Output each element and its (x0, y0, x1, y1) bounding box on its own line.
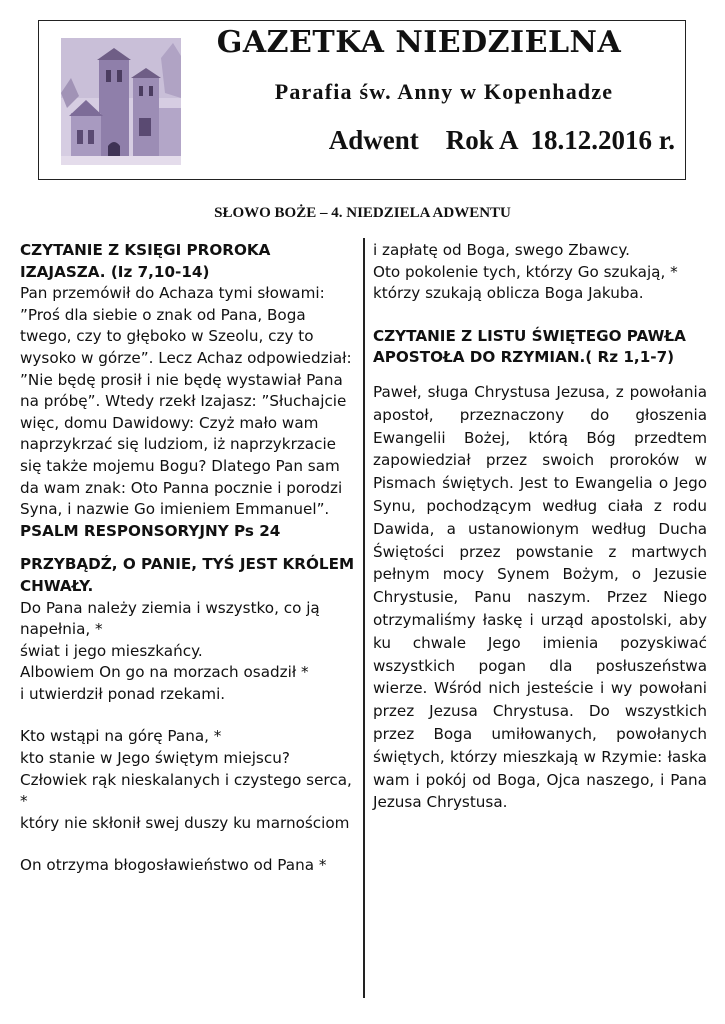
psalm-line: i utwierdził ponad rzekami. (20, 684, 226, 703)
psalm-line: świat i jego mieszkańcy. (20, 641, 203, 660)
church-photo (61, 38, 181, 165)
psalm-line: który nie skłonił swej duszy ku marnościom (20, 813, 350, 832)
psalm-line: i zapłatę od Boga, swego Zbawcy. (373, 241, 630, 259)
masthead (38, 20, 686, 180)
psalm-line: Kto wstąpi na górę Pana, * (20, 727, 222, 746)
reading2-text: Paweł, sługa Chrystusa Jezusa, z powołania apostoł, przeznaczony do głoszenia Ewangelii Bożej, którą Bóg przedtem zapowiedział przez swoich proroków w Pismach świętych. Jest to Ewangelia o Jego Synu, pochodzącym według ciała z rodu Dawida, a ustanowionym według Ducha Świętości przez powstanie z martwych pełnym mocy Synem Bożym, o Jezusie Chrystusie, Panu naszym. Przez Niego otrzymaliśmy łaskę i urząd apostolski, aby ku chwale Jego imienia pozyskiwać wszystkich pogan dla posłuszeństwa wierze. Wśród nich jesteście i wy powołani przez Jezusa Chrystusa. Do wszystkich przez Boga umiłowanych, powołanych świętych, którzy mieszkają w Rzymie: łaska wam i pokój od Boga, Ojca naszego, i Pana Jezusa Chrystusa. (373, 382, 707, 812)
psalm-refrain: PRZYBĄDŹ, O PANIE, TYŚ JEST KRÓLEM CHWAŁY. (20, 555, 355, 595)
psalm-line: którzy szukają oblicza Boga Jakuba. (373, 284, 644, 303)
section-title: SŁOWO BOŻE – 4. NIEDZIELA ADWENTU (214, 205, 511, 221)
psalm-line: kto stanie w Jego świętym miejscu? (20, 749, 290, 768)
reading1-heading: CZYTANIE Z KSIĘGI PROROKA IZAJASZA. (Iz 7,10-14) (20, 241, 271, 281)
reading1-text: Pan przemówił do Achaza tymi słowami: ”Proś dla siebie o znak od Pana, Boga twego, czy to głęboko w Szeolu, czy to wysoko w górze”. Lecz Achaz odpowiedział: ”Nie będę prosił i nie będę wystawiał Pana na próbę”. Wtedy rzekł Izajasz: ”Słuchajcie więc, domu Dawidowy: Czyż mało wam naprzykrzać się ludziom, iż naprzykrzacie się także mojemu Bogu? Dlatego Pan sam da wam znak: Oto Panna pocznie i porodzi Syna, i nazwie Go imieniem Emmanuel”. (20, 284, 352, 519)
psalm-line: Do Pana należy ziemia i wszystko, co ją napełnia, * (20, 598, 320, 639)
right-column (373, 240, 707, 814)
column-divider (363, 238, 365, 998)
reading2-heading: CZYTANIE Z LISTU ŚWIĘTEGO PAWŁA APOSTOŁA DO RZYMIAN.( Rz 1,1-7) (373, 326, 686, 367)
psalm-line: Albowiem On go na morzach osadził * (20, 663, 309, 682)
psalm-heading: PSALM RESPONSORYJNY Ps 24 (20, 521, 281, 540)
parish-name: Parafia św. Anny w Kopenhadze (274, 79, 614, 104)
left-column (20, 240, 358, 877)
date-line: Adwent Rok A 18.12.2016 r. (328, 125, 675, 155)
psalm-line: Oto pokolenie tych, którzy Go szukają, * (373, 262, 678, 281)
psalm-line: On otrzyma błogosławieństwo od Pana * (20, 856, 327, 875)
newsletter-title: GAZETKA NIEDZIELNA (216, 25, 622, 60)
psalm-line: Człowiek rąk nieskalanych i czystego serca, * (20, 770, 352, 811)
